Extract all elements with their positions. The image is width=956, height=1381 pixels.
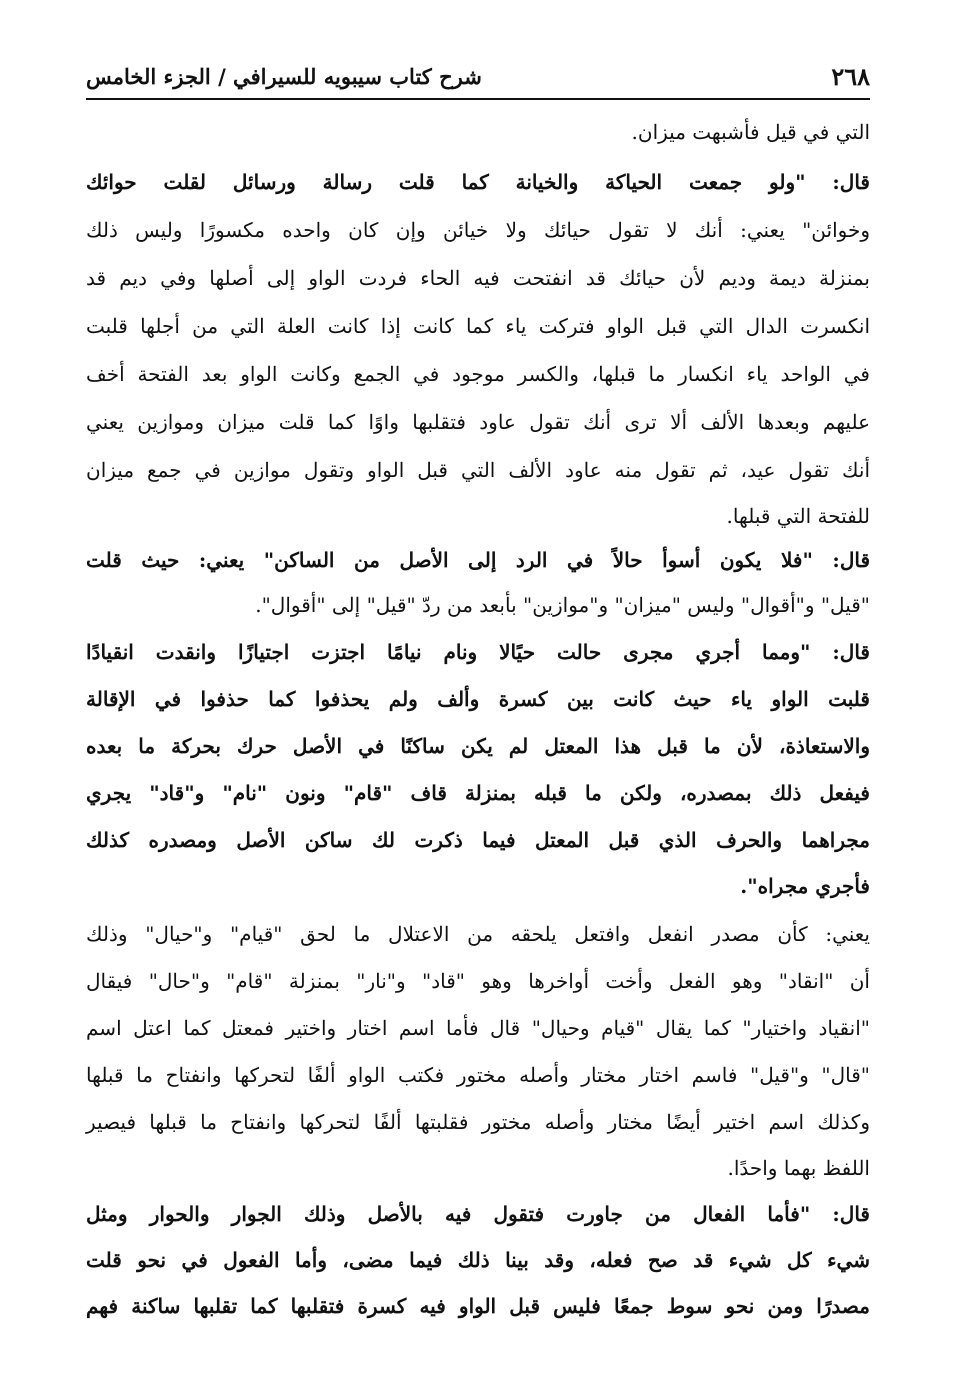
text-line: عليهم وبعدها الألف ألا ترى أنك تقول عاود فتقلبها واوًا كما قلت ميزان وموازين يعني [86, 410, 870, 434]
text-line: أن "انقاد" وهو الفعل وأخت أواخرها وهو "قاد" و"نار" بمنزلة "قام" و"حال" فيقال [86, 969, 870, 993]
text-line: مصدرًا ومن نحو سوط جمعًا فليس قبل الواو فيه كسرة فتقلبها كما تقلبها ساكنة فهم [86, 1294, 870, 1318]
text-line: مجراهما والحرف الذي قبل المعتل فيما ذكرت لك ساكن الأصل ومصدره كذلك [86, 828, 870, 852]
text-line: "قيل" و"أقوال" وليس "ميزان" و"موازين" بأبعد من ردّ "قيل" إلى "أقوال". [255, 593, 870, 617]
text-line: قال: "فلا يكون أسوأ حالاً في الرد إلى الأصل من الساكن" يعني: حيث قلت [86, 548, 871, 572]
text-line: "قال" و"قيل" فاسم اختار مختار وأصله مختور فكتب الواو ألفًا لتحركها وانفتاح ما قبلها [86, 1063, 870, 1087]
text-line: قلبت الواو ياء حيث كانت بين كسرة وألف ولم يحذفوا كما حذفوا في الإقالة [86, 687, 870, 711]
text-line: فيفعل ذلك بمصدره، ولكن ما قبله بمنزلة قاف "قام" ونون "نام" و"قاد" يجري [86, 781, 870, 805]
text-line: التي في قيل فأشبهت ميزان. [631, 120, 870, 144]
text-line: قال: "فأما الفعال من جاورت فتقول فيه بالأصل وذلك الجوار والحوار ومثل [86, 1202, 870, 1226]
text-line: وخوائن" يعني: أنك لا تقول حيائك ولا خيائن وإن كان واحده مكسورًا وليس ذلك [86, 218, 870, 242]
text-line: اللفظ بهما واحدًا. [727, 1156, 870, 1180]
text-line: في الواحد ياء انكسار ما قبلها، والكسر موجود في الجمع وكانت الواو بعد الفتحة أخف [86, 362, 870, 386]
running-title: شرح كتاب سيبويه للسيرافي / الجزء الخامس [86, 63, 482, 89]
text-line: يعني: كأن مصدر انفعل وافتعل يلحقه من الاعتلال ما لحق "قيام" و"حيال" وذلك [86, 922, 870, 946]
page-number: ٢٦٨ [831, 61, 870, 91]
text-line: وكذلك اسم اختير أيضًا مختار وأصله مختور فقلبتها ألفًا لتحركها وانفتاح ما قبلها فيصير [86, 1110, 870, 1134]
text-line: انكسرت الدال التي قبل الواو فتركت ياء كما كانت إذا كانت العلة التي من أجلها قلبت [86, 314, 870, 338]
text-line: "انقياد واختيار" كما يقال "قيام وحيال" قال فأما اسم اختار واختير فمعتل كما اعتل اسم [86, 1016, 870, 1040]
text-line: قال: "ومما أجري مجرى حالت حيًالا ونام نيامًا اجتزت اجتيازًا وانقدت انقيادًا [86, 640, 870, 664]
text-line: شيء كل شيء قد صح فعله، وقد بينا ذلك فيما مضى، وأما الفعول في نحو قلت [86, 1248, 870, 1272]
text-line: للفتحة التي قبلها. [726, 504, 870, 528]
text-line: بمنزلة ديمة وديم لأن حيائك قد انفتحت فيه الحاء فردت الواو إلى أصلها وفي ديم قد [86, 266, 870, 290]
text-line: قال: "ولو جمعت الحياكة والخيانة كما قلت رسالة ورسائل لقلت حوائك [86, 170, 870, 194]
text-line: فأجري مجراه". [740, 874, 870, 898]
page-header [86, 54, 870, 100]
text-line: والاستعاذة، لأن ما قبل هذا المعتل لم يكن ساكنًا في الأصل حرك بحركة ما بعده [86, 734, 870, 758]
text-line: أنك تقول عيد، ثم تقول منه عاود الألف التي قبل الواو وتقول موازين في جمع ميزان [86, 458, 870, 482]
